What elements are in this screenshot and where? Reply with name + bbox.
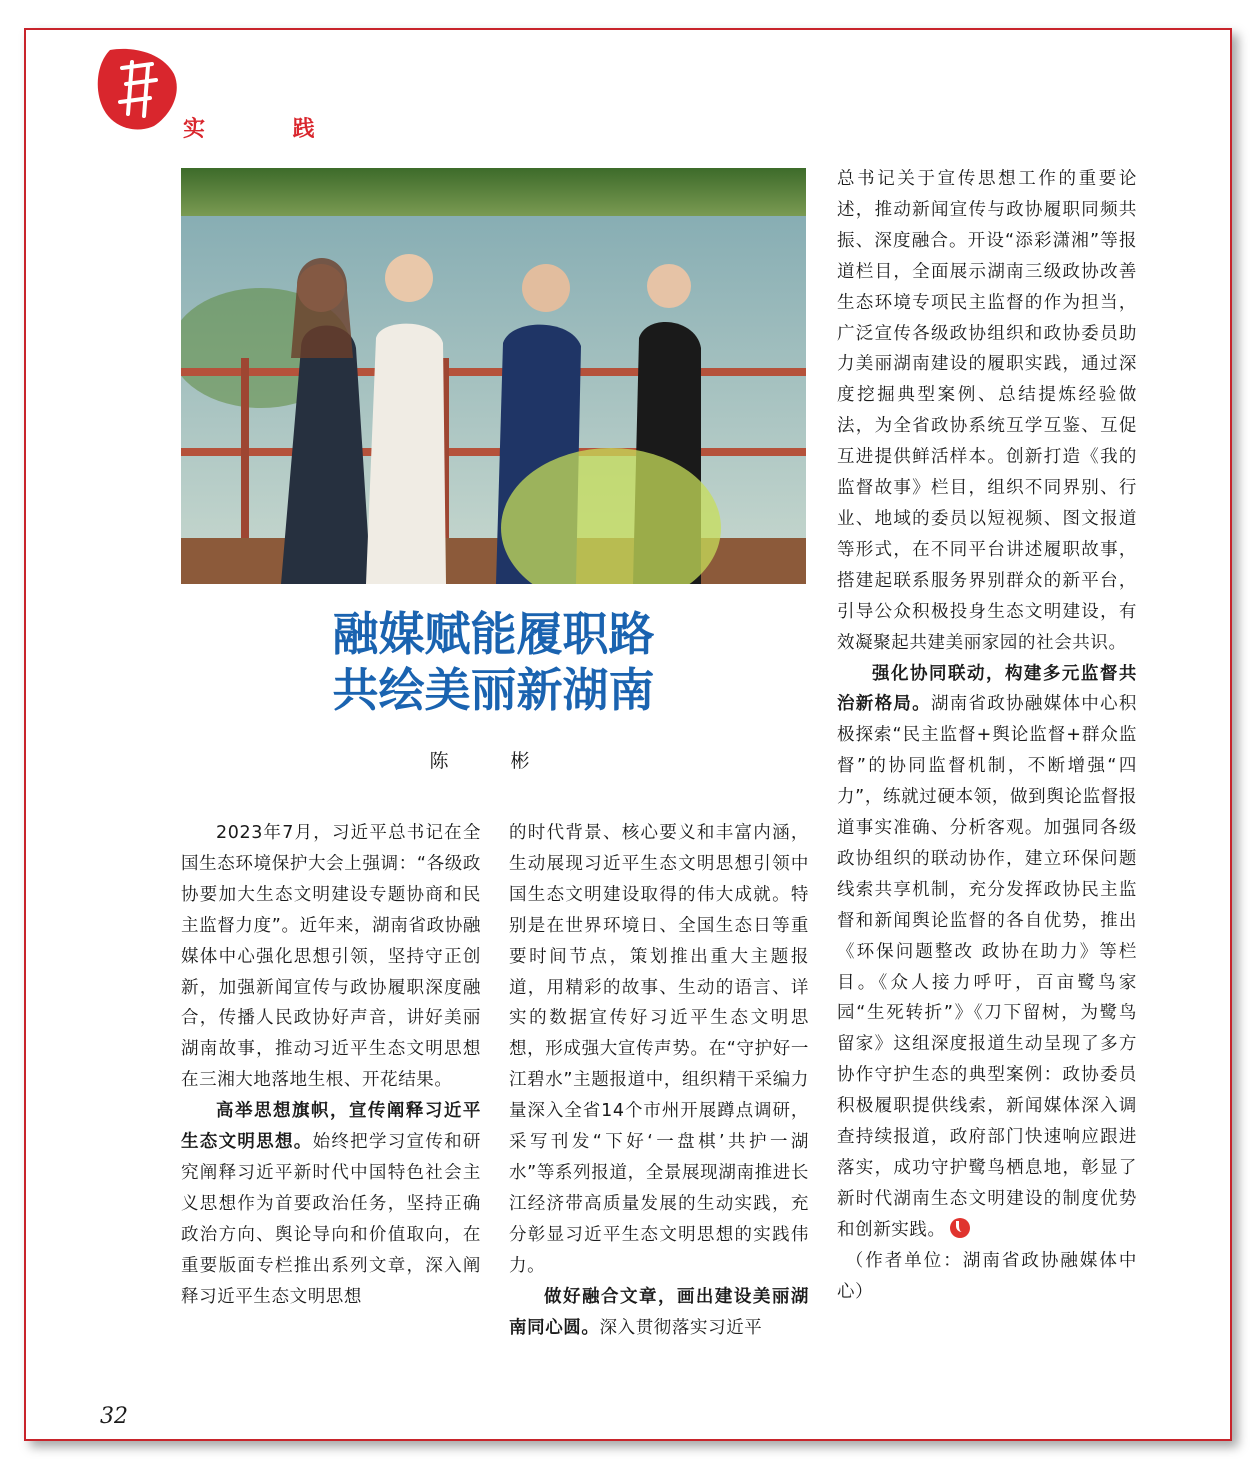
col2-paragraph-1: 的时代背景、核心要义和丰富内涵，生动展现习近平生态文明思想引领中国生态文明建设取得的伟大成就。特别是在世界环境日、全国生态日等重要时间节点，策划推出重大主题报道，用精彩的故事、生动的语言、详实的数据宣传好习近平生态文明思想，形成强大宣传声势。在“守护好一江碧水”主题报道中，组织精干采编力量深入全省14个市州开展蹲点调研，采写刊发“下好‘一盘棋’共护一湖水”等系列报道，全景展现湖南推进长江经济带高质量发展的生动实践，充分彰显习近平生态文明思想的实践伟力。 (509, 823, 809, 1276)
col3-paragraph-1: 总书记关于宣传思想工作的重要论述，推动新闻宣传与政协履职同频共振、深度融合。开设“添彩潇湘”等报道栏目，全面展示湖南三级政协改善生态环境专项民主监督的作为担当，广泛宣传各级政协组织和政协委员助力美丽湖南建设的履职实践，通过深度挖掘典型案例、总结提炼经验做法，为全省政协系统互学互鉴、互促互进提供鲜活样本。创新打造《我的监督故事》栏目，组织不同界别、行业、地域的委员以短视频、图文报道等形式，在不同平台讲述履职故事，搭建起联系服务界别群众的新平台，引导公众积极投身生态文明建设，有效凝聚起共建美丽家园的社会共识。 (837, 169, 1137, 653)
col3-paragraph-2 (837, 659, 1137, 1246)
title-line-1: 融媒赋能履职路 (332, 607, 655, 661)
title-line-2: 共绘美丽新湖南 (332, 663, 655, 717)
col1-paragraph-2 (181, 1096, 481, 1312)
col1-paragraph-2-text: 始终把学习宣传和研究阐释习近平新时代中国特色社会主义思想作为首要政治任务，坚持正确政治方向、舆论导向和价值取向，在重要版面专栏推出系列文章，深入阐释习近平生态文明思想 (181, 1132, 482, 1307)
magazine-logo (92, 44, 182, 134)
column-3 (837, 164, 1137, 1308)
column-1 (181, 818, 481, 1313)
col1-paragraph-1: 2023年7月，习近平总书记在全国生态环境保护大会上强调：“各级政协要加大生态文明建设专题协商和民主监督力度”。近年来，湖南省政协融媒体中心强化思想引领，坚持守正创新，加强新闻宣传与政协履职深度融合，传播人民政协好声音，讲好美丽湖南故事，推动习近平生态文明思想在三湘大地落地生根、开花结果。 (181, 823, 481, 1091)
col1-subheading: 高举思想旗帜，宣传阐释习近平生态文明思想。 (181, 1101, 481, 1153)
col2-paragraph-2 (509, 1282, 809, 1344)
author-affiliation: （作者单位：湖南省政协融媒体中心） (837, 1250, 1137, 1302)
article-title (181, 606, 806, 718)
page-number: 32 (100, 1404, 128, 1429)
interview-photo (181, 168, 806, 584)
column-2 (509, 818, 809, 1343)
author-byline: 陈 彬 (429, 750, 558, 772)
col2-paragraph-2-text: 深入贯彻落实习近平 (599, 1317, 763, 1338)
col2-subheading: 做好融合文章，画出建设美丽湖南同心圆。 (509, 1286, 809, 1338)
col3-subheading: 强化协同联动，构建多元监督共治新格局。 (837, 663, 1137, 715)
section-label: 实 践 (183, 117, 355, 142)
col3-paragraph-2-text: 湖南省政协融媒体中心积极探索“民主监督+舆论监督+群众监督”的协同监督机制，不断增强“四力”，练就过硬本领，做到舆论监督报道事实准确、分析客观。加强同各级政协组织的联动协作，建立环保问题线索共享机制，充分发挥政协民主监督和新闻舆论监督的各自优势，推出《环保问题整改 政协在助力》等栏目。《众人接力呼吁，百亩鹭鸟家园“生死转折”》《刀下留树，为鹭鸟留家》这组深度报道生动呈现了多方协作守护生态的典型案例：政协委员积极履职提供线索，新闻媒体深入调查持续报道，政府部门快速响应跟进落实，成功守护鹭鸟栖息地，彰显了新时代湖南生态文明建设的制度优势和创新实践。 (837, 694, 1137, 1240)
end-mark-icon (950, 1218, 970, 1238)
